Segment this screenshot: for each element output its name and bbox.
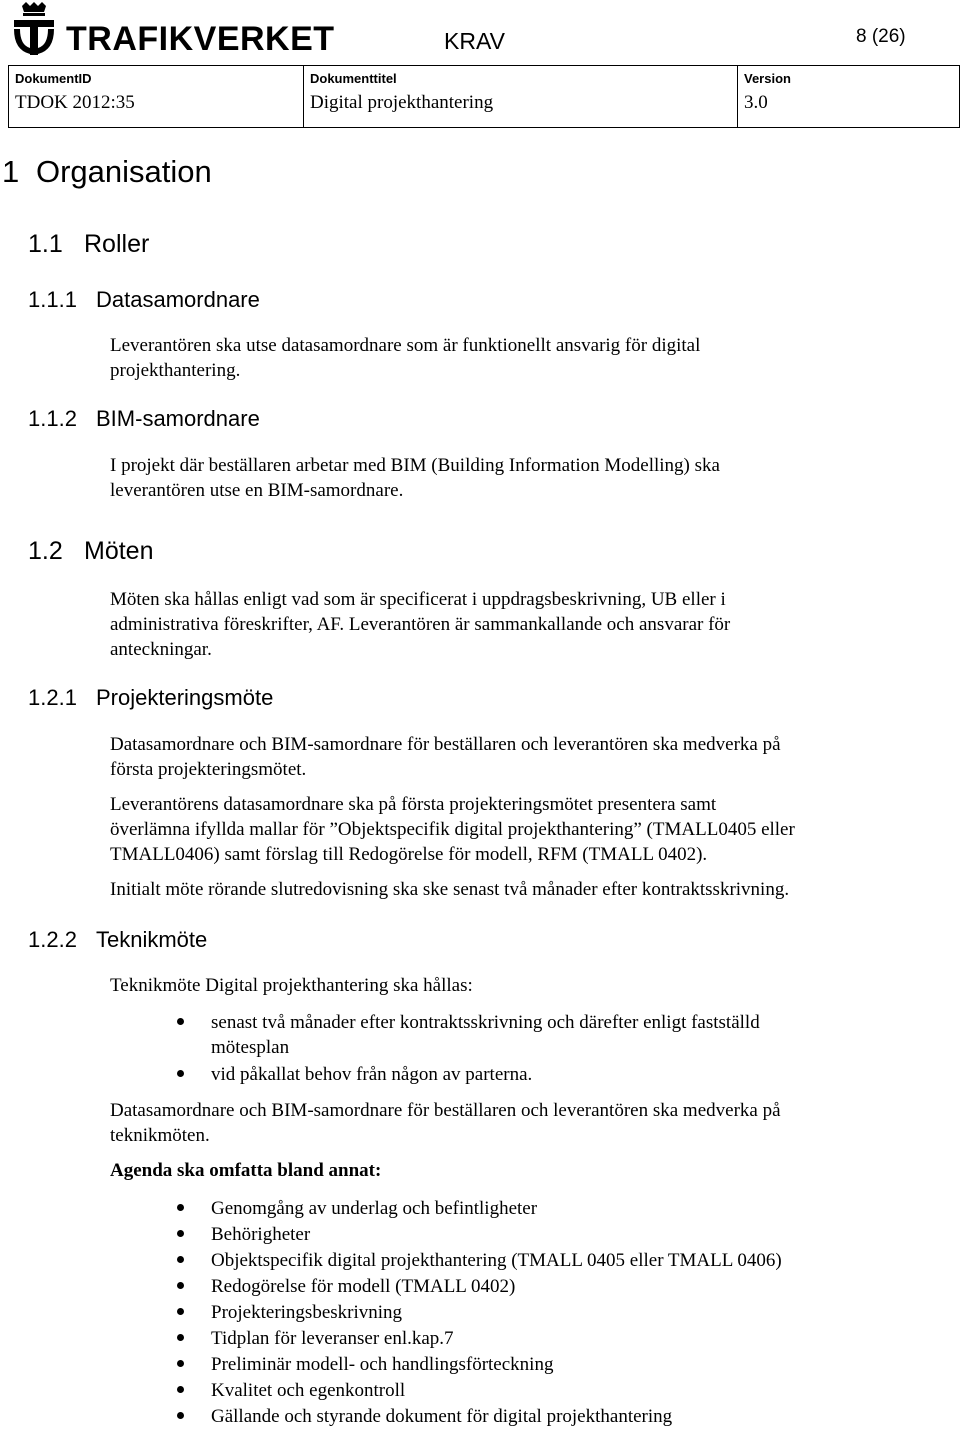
heading-1-1-1-number: 1.1.1 <box>28 287 77 312</box>
meta-label: Version <box>744 71 791 86</box>
agenda-title: Agenda ska omfatta bland annat: <box>110 1160 382 1181</box>
bullet-icon <box>177 1360 184 1367</box>
document-classification: KRAV <box>444 28 505 54</box>
paragraph-line: Teknikmöte Digital projekthantering ska hållas: <box>110 975 473 996</box>
paragraph-line: anteckningar. <box>110 639 212 660</box>
heading-1-number: 1 <box>2 154 20 189</box>
heading-1-2-title: Möten <box>84 537 154 565</box>
heading-1-1-2-title: BIM-samordnare <box>96 406 260 431</box>
heading-1-2-2-title: Teknikmöte <box>96 927 208 952</box>
bullet-icon <box>177 1230 184 1237</box>
bullet-icon <box>177 1204 184 1211</box>
agenda-item: Genomgång av underlag och befintligheter <box>211 1198 538 1219</box>
paragraph-line: leverantören utse en BIM-samordnare. <box>110 480 404 501</box>
bullet-icon <box>177 1308 184 1315</box>
bullet-item-line: vid påkallat behov från någon av parterna. <box>211 1064 533 1085</box>
heading-1-title: Organisation <box>36 154 212 189</box>
paragraph-line: Datasamordnare och BIM-samordnare för beställaren och leverantören ska medverka på <box>110 1100 781 1121</box>
bullet-item-line: mötesplan <box>211 1037 290 1058</box>
meta-value: Digital projekthantering <box>310 92 494 113</box>
bullet-icon <box>177 1412 184 1419</box>
meta-value: TDOK 2012:35 <box>15 92 135 113</box>
paragraph-line: TMALL0406) samt förslag till Redogörelse för modell, RFM (TMALL 0402). <box>110 844 708 865</box>
trafikverket-crown-logo-icon <box>8 2 60 60</box>
agenda-item: Kvalitet och egenkontroll <box>211 1380 406 1401</box>
paragraph-line: I projekt där beställaren arbetar med BIM (Building Information Modelling) ska <box>110 455 720 476</box>
bullet-item-line: senast två månader efter kontraktsskrivning och därefter enligt fastställd <box>211 1012 760 1033</box>
paragraph-line: överlämna ifyllda mallar för ”Objektspecifik digital projekthantering” (TMALL0405 eller <box>110 819 795 840</box>
paragraph-line: första projekteringsmötet. <box>110 759 307 780</box>
paragraph-line: Leverantörens datasamordnare ska på första projekteringsmötet presentera samt <box>110 794 717 815</box>
agenda-item: Tidplan för leveranser enl.kap.7 <box>211 1328 454 1349</box>
bullet-icon <box>177 1018 184 1025</box>
meta-cell-title <box>304 66 738 128</box>
bullet-icon <box>177 1256 184 1263</box>
agenda-item: Projekteringsbeskrivning <box>211 1302 403 1323</box>
meta-value: 3.0 <box>744 92 768 113</box>
agenda-item: Redogörelse för modell (TMALL 0402) <box>211 1276 516 1297</box>
agenda-item: Behörigheter <box>211 1224 311 1245</box>
agenda-item: Preliminär modell- och handlingsförteckning <box>211 1354 554 1375</box>
heading-1-1-2-number: 1.1.2 <box>28 406 77 431</box>
heading-1-2-1-number: 1.2.1 <box>28 685 77 710</box>
meta-label: DokumentID <box>15 71 92 86</box>
paragraph-line: Initialt möte rörande slutredovisning ska ske senast två månader efter kontraktsskrivning. <box>110 879 790 900</box>
paragraph-line: Leverantören ska utse datasamordnare som är funktionellt ansvarig för digital <box>110 335 701 356</box>
bullet-icon <box>177 1282 184 1289</box>
paragraph-line: Datasamordnare och BIM-samordnare för beställaren och leverantören ska medverka på <box>110 734 781 755</box>
company-logo-text: TRAFIKVERKET <box>66 20 335 58</box>
document-meta-table <box>8 65 960 128</box>
bullet-icon <box>177 1334 184 1341</box>
paragraph-line: administrativa föreskrifter, AF. Leverantören är sammankallande och ansvarar för <box>110 614 731 635</box>
heading-1-1-1-title: Datasamordnare <box>96 287 260 312</box>
meta-cell-docid <box>9 66 304 128</box>
paragraph-line: teknikmöten. <box>110 1125 210 1146</box>
heading-1-2-1-title: Projekteringsmöte <box>96 685 274 710</box>
bullet-icon <box>177 1070 184 1077</box>
agenda-item: Objektspecifik digital projekthantering (TMALL 0405 eller TMALL 0406) <box>211 1250 782 1271</box>
meta-cell-version <box>738 66 960 128</box>
agenda-item: Gällande och styrande dokument för digital projekthantering <box>211 1406 673 1427</box>
paragraph-line: Möten ska hållas enligt vad som är specificerat i uppdragsbeskrivning, UB eller i <box>110 589 726 610</box>
bullet-icon <box>177 1386 184 1393</box>
heading-1-2-2-number: 1.2.2 <box>28 927 77 952</box>
page-number: 8 (26) <box>856 26 906 47</box>
heading-1-2-number: 1.2 <box>28 537 63 565</box>
paragraph-line: projekthantering. <box>110 360 241 381</box>
meta-label: Dokumenttitel <box>310 71 397 86</box>
heading-1-1-number: 1.1 <box>28 230 63 258</box>
heading-1-1-title: Roller <box>84 230 150 258</box>
